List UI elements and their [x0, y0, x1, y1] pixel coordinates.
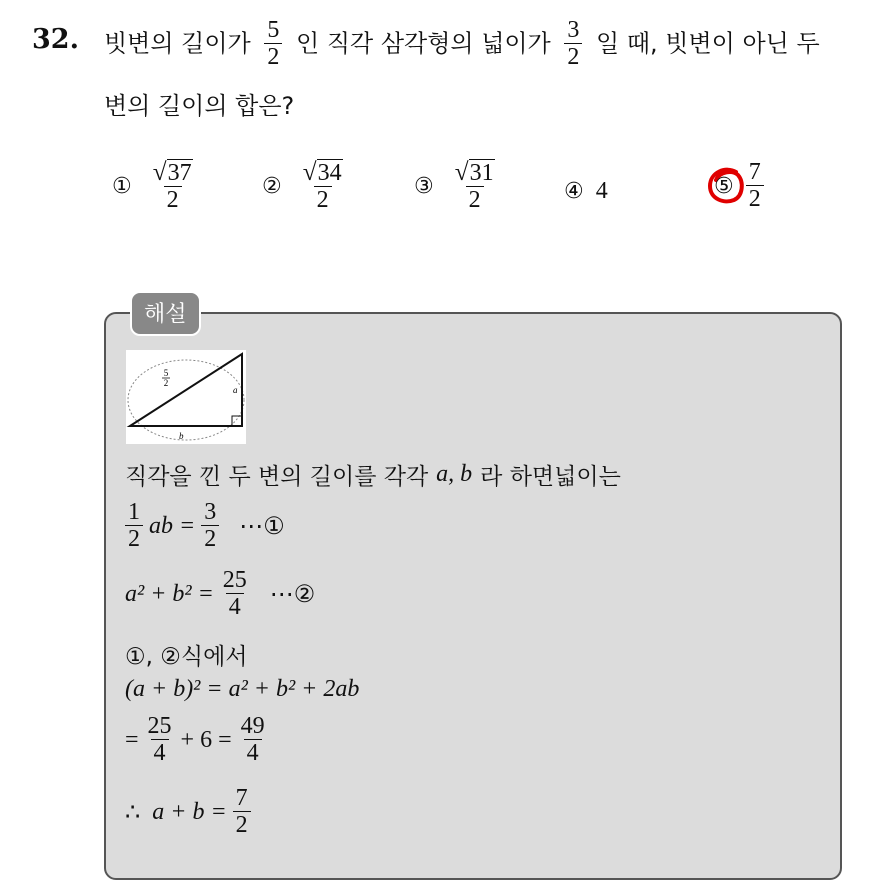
figure-label-a: a	[233, 385, 238, 395]
choice-fraction: $\frac{√37}{2}$	[152, 159, 192, 214]
question-text-a: 빗변의 길이가	[104, 29, 251, 58]
frac-denominator: 2	[164, 186, 182, 213]
choice-5[interactable]	[714, 160, 770, 213]
figure-label-b: b	[179, 431, 184, 441]
step5-eq: =	[125, 726, 139, 753]
choice-mark: ①	[112, 174, 132, 200]
choice-fraction: $\frac{√34}{2}$	[302, 159, 342, 214]
question-line-1	[104, 18, 820, 71]
choice-2[interactable]	[262, 160, 352, 214]
eq1-frac	[125, 500, 143, 553]
choice-3[interactable]	[414, 160, 504, 214]
step6-frac	[233, 786, 251, 839]
eq1-tag: ⋯①	[239, 513, 285, 540]
choice-mark: ⑤	[714, 173, 734, 199]
question-line-2: 변의 길이의 합은?	[104, 92, 295, 120]
solution-step3: ①, ②식에서	[125, 644, 248, 670]
solution-step6	[125, 786, 257, 839]
solution-eq2	[125, 568, 315, 621]
choice-mark: ③	[414, 174, 434, 200]
frac-numerator: 5	[267, 17, 280, 43]
frac-numerator: 3	[204, 499, 217, 525]
figure-hyp-num: 5	[163, 368, 169, 378]
choice-value: 4	[595, 178, 608, 204]
choice-1[interactable]	[112, 160, 202, 214]
eq2-rhs	[220, 568, 250, 621]
step5-mid: + 6 =	[180, 726, 232, 753]
step4-text: (a + b)² = a² + b² + 2ab	[125, 676, 360, 702]
radicand: 31	[469, 160, 494, 186]
frac-numerator: 25	[147, 713, 172, 739]
frac-denominator: 4	[226, 593, 244, 620]
solution-tab: 해설	[130, 291, 201, 336]
solution-eq1	[125, 500, 285, 553]
triangle-figure	[126, 350, 246, 444]
intro-vars: a, b	[436, 461, 473, 487]
frac-denominator: 2	[233, 811, 251, 838]
radicand: 34	[317, 160, 342, 186]
question-number: 32.	[32, 24, 79, 55]
frac-denominator: 4	[151, 739, 169, 766]
frac-denominator: 2	[201, 525, 219, 552]
question-text-b: 인 직각 삼각형의 넓이가	[296, 29, 551, 58]
radicand: 37	[167, 160, 192, 186]
question-fraction-area	[564, 18, 582, 71]
frac-denominator: 2	[746, 185, 764, 212]
step6-lhs: a + b =	[152, 798, 227, 825]
figure-hyp-den: 2	[163, 378, 169, 388]
frac-denominator: 4	[244, 739, 262, 766]
eq1-mid: ab =	[149, 512, 196, 539]
frac-numerator: 49	[240, 713, 265, 739]
frac-numerator: 3	[567, 17, 580, 43]
choice-fraction: $\frac{√31}{2}$	[454, 159, 494, 214]
intro-text-a: 직각을 낀 두 변의 길이를 각각	[125, 464, 429, 490]
question-fraction-hypotenuse	[264, 18, 282, 71]
frac-numerator: 1	[128, 499, 140, 525]
step5-frac2	[238, 714, 268, 767]
eq2-lhs: a² + b² =	[125, 580, 214, 607]
frac-numerator: 25	[222, 567, 247, 593]
frac-denominator: 2	[264, 43, 282, 70]
frac-numerator: 7	[748, 159, 761, 185]
question-text-c: 일 때, 빗변이 아닌 두	[596, 29, 820, 58]
choice-4[interactable]	[564, 178, 608, 205]
therefore-symbol: ∴	[125, 799, 141, 826]
frac-denominator: 2	[466, 186, 484, 213]
frac-denominator: 2	[564, 43, 582, 70]
choice-mark: ④	[564, 179, 584, 204]
frac-denominator: 2	[125, 525, 143, 552]
solution-intro	[125, 458, 621, 491]
intro-text-b: 라 하면넓이는	[480, 464, 621, 490]
choice-mark: ②	[262, 174, 282, 200]
eq2-tag: ⋯②	[269, 581, 316, 608]
choice-fraction	[746, 160, 764, 213]
step5-frac1	[145, 714, 175, 767]
solution-step4	[125, 676, 359, 703]
frac-denominator: 2	[314, 186, 332, 213]
solution-step5	[125, 714, 274, 767]
frac-numerator: 7	[235, 785, 248, 811]
eq1-rhs	[201, 500, 219, 553]
